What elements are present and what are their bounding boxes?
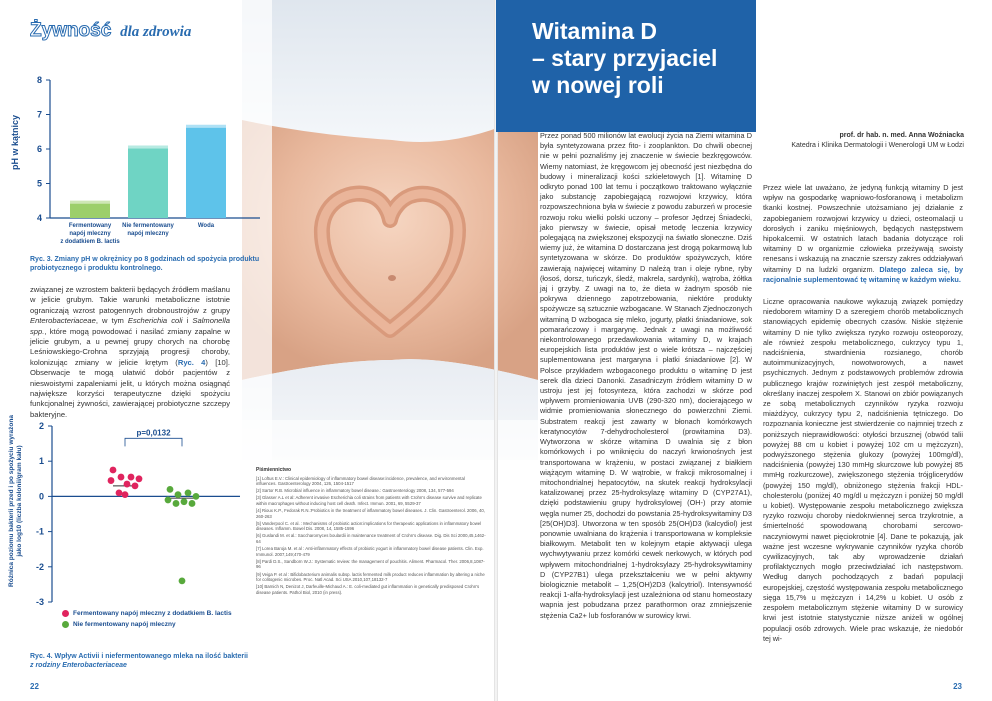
chart2-point [193, 493, 200, 500]
chart1-bar-highlight [186, 125, 226, 128]
chart2-point [108, 477, 115, 484]
chart2-ylabel [8, 401, 24, 601]
reference-item: [5] Vanderpool C. et al. : Mechanisms of probiotic action:implications for therapeutic applications in inflammatory bowel diseases. Inflamm. Bowel Dis. 2008, 14, 1585-1596 [256, 520, 482, 532]
chart1-category-label: napój mleczny [69, 231, 111, 237]
chart2-point [124, 481, 131, 488]
chart2-point [179, 577, 186, 584]
reference-item: [1] Loftus E.V.: Clinical epidemiology of inflammatory bowel disease:incidence, prevalence, and environmental influences. Gastroenterology 2004, 126, 1504-1517 [256, 475, 465, 487]
chart2-ytick-label: 1 [38, 456, 44, 467]
chart2-point [181, 498, 188, 505]
chart2-caption-line2: z rodziny Enterobacteriaceae [30, 662, 127, 669]
chart1-bar-highlight [128, 146, 168, 149]
article-title [532, 18, 752, 99]
legend-label-nonfermented: Nie fermentowany napój mleczny [73, 621, 176, 628]
chart1-ytick-label: 7 [36, 109, 42, 120]
legend-item-nonfermented [62, 619, 232, 630]
chart2-ylabel-line2: jako log10 (liczba kolonii/gram kału) [16, 445, 23, 557]
chart2-point [122, 491, 129, 498]
right-text-1: Przez wiele lat uważano, że jedyną funkcją witaminy D jest wpływ na gospodarkę wapniowo-fosforanową i metabolizm tkanki kostnej. Powszechnie utożsamiano jej działanie z zapobieganiem rozwojowi krzywicy u dzieci, osteomalacji u dorosłych i zaniku mięśniowych, będących następstwem hipokalcemii. W ostatnich latach badania dotyczące roli witaminy D w organizmie człowieka przeżywają swoisty renesans i wskazują na znacznie szerszy zakres oddziaływań witaminy D na ludzki organizm. [763, 183, 963, 274]
chart2-point [110, 467, 117, 474]
chart2-point [165, 497, 172, 504]
chart2-ytick-label: -1 [35, 526, 44, 537]
right-body-text-1 [763, 183, 963, 285]
author-name-text: prof. dr hab. n. med. Anna Woźniacka [839, 132, 964, 139]
chart1-ytick-label: 6 [36, 144, 42, 154]
chart2-ytick-label: 2 [38, 421, 44, 431]
chart1-ph-bars [30, 70, 270, 250]
chart2-significance-bracket [125, 438, 182, 446]
chart2-scatter [30, 418, 240, 608]
chart2-point [116, 489, 123, 496]
title-line1: Witamina D [532, 18, 658, 44]
reference-item: [10] Barnich N, Denizot J, Darfeuille-Michaud A.: E. coli-mediated gut inflammation in genetically predisposed Crohn's disease patients. Pathol Biol, 2010 (in press). [256, 584, 480, 595]
left-body-text: związanej ze wzrostem bakterii będących źródłem maślanu w jelicie grubym. Takie warunki metaboliczne istotnie ograniczają wzrost patogennych drobnoustrojów z grupy Enterobacteriaceae, w tym Escherichia coli i Salmonella spp., które mogą powodować i nasilać zmiany zapalne w jelicie grubym, a u pewnej grupy chorych na chorobę Leśniowskiego-Crohna sprzyjają progresji choroby, kolonizując zmiany w jelicie krętym (Ryc. 4) [10]. Obserwacje te mogą ułatwić dobór pacjentów z nieswoistymi zapaleniami jelit, u których można osiągnąć największe korzyści terapeutyczne dzięki spożyciu funkcjonalnej żywności, zawierającej probiotyczne szczepy bakteryjne. [30, 285, 230, 419]
chart2-point [128, 474, 135, 481]
chart2-point [167, 486, 174, 493]
reference-item: [6] Guslandi M. et al.: Saccharomyces boulardii in maintenance treatment of Crohn's disease. Dig. Dis Sci 2000,45,1462-64 [256, 533, 486, 545]
chart2-point [118, 474, 125, 481]
chart2-ytick-label: -3 [35, 597, 44, 607]
title-line2: – stary przyjaciel [532, 45, 718, 71]
brand-main: Żywność [30, 20, 112, 41]
chart2-point [136, 475, 143, 482]
chart2-pvalue: p=0,0132 [136, 428, 171, 438]
chart2-point [175, 491, 182, 498]
brand-sub: dla zdrowia [120, 24, 192, 40]
title-line3: w nowej roli [532, 72, 664, 98]
reference-item: [9] Veiga P. et al : Bifidobacterium animalis subsp. lactis fermented milk product reduces inflammation by altering a niche for colitogenic microbes. Proc. Natl Acad. Sci USA 2010,107,18132-7 [256, 571, 485, 583]
page-number-right: 23 [953, 682, 962, 691]
chart1-bar [128, 146, 168, 218]
chart1-caption: Ryc. 3. Zmiany pH w okrężnicy po 8 godzinach od spożycia produktu probiotycznego i produktu kontrolnego. [30, 256, 260, 272]
chart1-category-label: Fermentowany [68, 223, 112, 229]
chart2-point [189, 500, 196, 507]
reference-item: [8] Pardi D.S., Sandborn W.J.: Systematic review: the management of pouchitis. Aliment. Pharmacol. Ther. 2006,8,1087-96 [256, 558, 485, 570]
chart2-point [132, 482, 139, 489]
chart1-category-label: z dodatkiem B. lactis [60, 239, 120, 245]
legend-label-fermented: Fermentowany napój mleczny z dodatkiem B. lactis [73, 610, 232, 617]
chart1-category-label: Nie fermentowany [122, 223, 174, 229]
page-number-left: 22 [30, 682, 39, 691]
references [256, 468, 486, 597]
legend-item-fermented [62, 608, 232, 619]
reference-item: [3] Glasser A.L et al: Adherent invasive Escherichia coli strains from patients with Crohn's disease survive and replicate within macrophages without inducing host cell death. Infect. Immun. 2001, 69, 5529-37 [256, 495, 482, 506]
legend-dot-pink [62, 610, 69, 617]
reference-item: [4] Rioux K.P., Fedorak R.N.:Probiotics in the treatment of inflammatory bowel diseases. J. Clin. Gastroenterol. 2006, 40, 260-263 [256, 508, 485, 519]
reference-item: [7] Lorea Baroja M. et al : Anti-inflammatory effects of probiotic yogurt in inflammatory bowel disease patients. Clin. Exp. Immunol. 2007,149;470-479 [256, 546, 484, 557]
chart2-point [173, 500, 180, 507]
chart1-bar [186, 125, 226, 218]
middle-body-text: Przez ponad 500 milionów lat ewolucji życia na Ziemi witamina D była syntetyzowana przez fito- i zooplankton. Do chwili obecnej nie w pełni poznaliśmy jej znaczenie w świecie bezkręgowców. Wiemy natomiast, że kręgowcom jej obecność jest niezbędna do budowy i mineralizacji kości szkieletowych [1]. Witaminę D odkryto ponad 100 lat temu i początkowo traktowano wyłącznie jako substancję zapobiegającą rozwojowi krzywicy, która rozpowszechniona była w świecie z powodu zaburzeń w procesie rozwoju roku wielki polski uczony – profesor Jędrzej Śniadecki, jako pierwszy w świecie, opisał metodę leczenia krzywicy polegającą na zwiększonej ekspozycji na światło słoneczne. Dziś wiemy już, że witamina D dostarczana jest drogą pokarmową lub syntetyzowana w skórze. Do produktów spożywczych, które zawierają najwięcej witaminy D należą tran i oleje rybne, ryby (łosoś, dorsz, tuńczyk, śledź, makrela, sardynki), wątroba, żółtka jaj i grzyby. Z uwagi na to, że dieta w żadnym sposób nie pokrywa dziennego zapotrzebowania, niektóre produkty spożywcze są sztucznie wzbogacane. W Stanach Zjednoczonych witaminą D wzbogaca się mleko, jogurty, płatki śniadaniowe, sok pomarańczowy i margarynę. Jednak z uwagi na możliwość niekontrolowanego przedawkowania witaminy D, w krajach europejskich lista produktów jest o wiele krótsza – najczęściej suplementowana jest margaryna i płatki śniadaniowe [2]. W Polsce przykładem wzbogaconego produktu o witaminę D jest serek dla dzieci Danonki. Zasadniczym źródłem witaminy D w ustroju jest jej fotosynteza, która zachodzi w skórze pod wpływem promieniowania UVB (290-320 nm), docierającego w widmie promieniowania słonecznego do powierzchni Ziemi. Substratem reakcji jest zawarty w błonach komórkowych keratynocytów 7-dehydrocholesterol (prowitamina D3). Wytworzona w skórze witamina D uwalnia się z błon komórkowych i po wniknięciu do naczyń krwionośnych jest transportowana w krążeniu, w postaci związanej z białkiem wiążącym witaminę D. W wątrobie, w frakcji mikrosomalnej i mitochondrialnej hepatocytów, na skutek reakcji hydroksylacji katalizowanej przez 25-hydroksylazę witaminy D (CYP27A1), dzięki podstawieniu grupy hydroksylowej (OH-) przy atomie węgla numer 25, dochodzi do powstania 25-hydroksywitaminy D3 [25(OH)D3]. Utworzona w ten sposób 25(OH)D3 (kalcydiol) jest ponownie uwalniana do krążenia i transportowana w kompleksie białkowym. Metabolit ten w kolejnym etapie aktywacji ulega wychwytywaniu przez komórki cewek nerkowych, w których pod wpływem mitochondrialnej 1-hydroksylazy 25-hydroksywitaminy D (CYP27B1) ulega przekształceniu we w pełni aktywny biologicznie metabolit – 1,25(OH)2D3 (kalcytriol). Intensywność reakcji 1-alfa-hydroksylacji jest uzależniona od stanu homeostazy wapnia jest pobudzana przez parathormon oraz zmniejszenie stężenia Ca2+ lub fosforanów w surowicy krwi. [540, 131, 752, 620]
chart1-ytick-label: 5 [36, 178, 42, 189]
chart2-ytick-label: -2 [35, 561, 44, 572]
legend-dot-green [62, 621, 69, 628]
references-heading: Piśmiennictwo [256, 467, 292, 473]
chart2-caption-line1: Ryc. 4. Wpływ Activii i niefermentowanego mleka na ilość bakterii [30, 653, 248, 660]
author-affiliation: Katedra i Klinika Dermatologii i Wenerologii UM w Łodzi [791, 142, 964, 149]
chart1-category-label: napój mleczny [127, 231, 169, 237]
right-body-text-2: Liczne opracowania naukowe wykazują związek pomiędzy niedoborem witaminy D a szeregiem chorób metabolicznych stanowiących epidemię obecnych czasów. Niskie stężenie witaminy D nie tylko zwiększa ryzyko rozwoju osteoporozy, ale również zespołu metabolicznego, cukrzycy typu 1, nadciśnienia, stwardnienia rozsianego, chorób autoimmunizacyjnych, nowotworowych, a nawet psychicznych. Jednym z podstawowych problemów zdrowia publicznego krajów rozwiniętych jest zespół metaboliczny, określany inaczej zespołem X. Stanowi on zbiór powiązanych ze sobą metabolicznych czynników ryzyka rozwoju miażdżycy, cukrzycy typu 2, nadciśnienia tętniczego. Do rozpoznania konieczne jest stwierdzenie co najmniej trzech z poniższych nieprawidłowości: otyłości brzusznej (obwód talii powyżej 88 cm u kobiet i powyżej 102 cm u mężczyzn), podwyższonego stężenia glukozy (powyżej 100mg/dl), nadciśnienia (powyżej 130 mmHg skurczowe lub powyżej 85 mmHg rozkurczowe), zwiększonego stężenia trójglicerydów (powyżej 150 mg/dl), obniżonego stężenia frakcji HDL-cholesterolu (poniżej 40 mg/dl u mężczyzn i poniżej 50 mg/dl u kobiet). Występowanie zespołu metabolicznego zwiększa ryzyko rozwoju choroby niedokrwiennej serca trzykrotnie, a śmiertelność spowodowaną chorobami sercowo-naczyniowymi nawet pięciokrotnie [4]. Dane te pokazują, jak ważne jest wczesne wykrywanie czynników ryzyka chorób cywilizacyjnych, tak aby wprowadzenie działań profilaktycznych mogło przeciwdziałać ich następstwom. Według danych pochodzących z badań populacji europejskiej, częstość występowania zespołu metabolicznego sięga 15,7% u mężczyzn i 14,2% u kobiet. U osób z zespołem metabolicznym stężenie witaminy D w surowicy krwi jest istotnie statystycznie niższe aniżeli w ogólnej populacji osób zdrowych. Wiele prac wskazuje, że niedobór tej wi- [763, 297, 963, 643]
chart2-point [185, 489, 192, 496]
chart1-ytick-label: 4 [36, 213, 42, 223]
chart2-legend [62, 608, 232, 630]
chart2-caption [30, 652, 260, 670]
chart1-category-label: Woda [197, 223, 215, 229]
chart1-bar-highlight [70, 201, 110, 204]
right-text-1-bold: Dlatego zaleca się, by racjonalnie suplementować tę witaminę w każdym wieku. [763, 264, 964, 284]
chart1-ylabel: pH w kątnicy [10, 114, 20, 170]
reference-item: [2] Sartor R.B. Microbial influence in inflammatory bowel disease.: Gastroenterology 2008, 134, 577-594 [256, 488, 454, 494]
chart2-ytick-label: 0 [38, 491, 44, 502]
chart1-ytick-label: 8 [36, 75, 42, 85]
magazine-brand [30, 20, 191, 42]
chart2-ylabel-line1: Różnica poziomu bakterii przed i po spożyciu wyrażona [8, 415, 15, 587]
author-name [752, 131, 964, 141]
author-block [752, 131, 964, 151]
